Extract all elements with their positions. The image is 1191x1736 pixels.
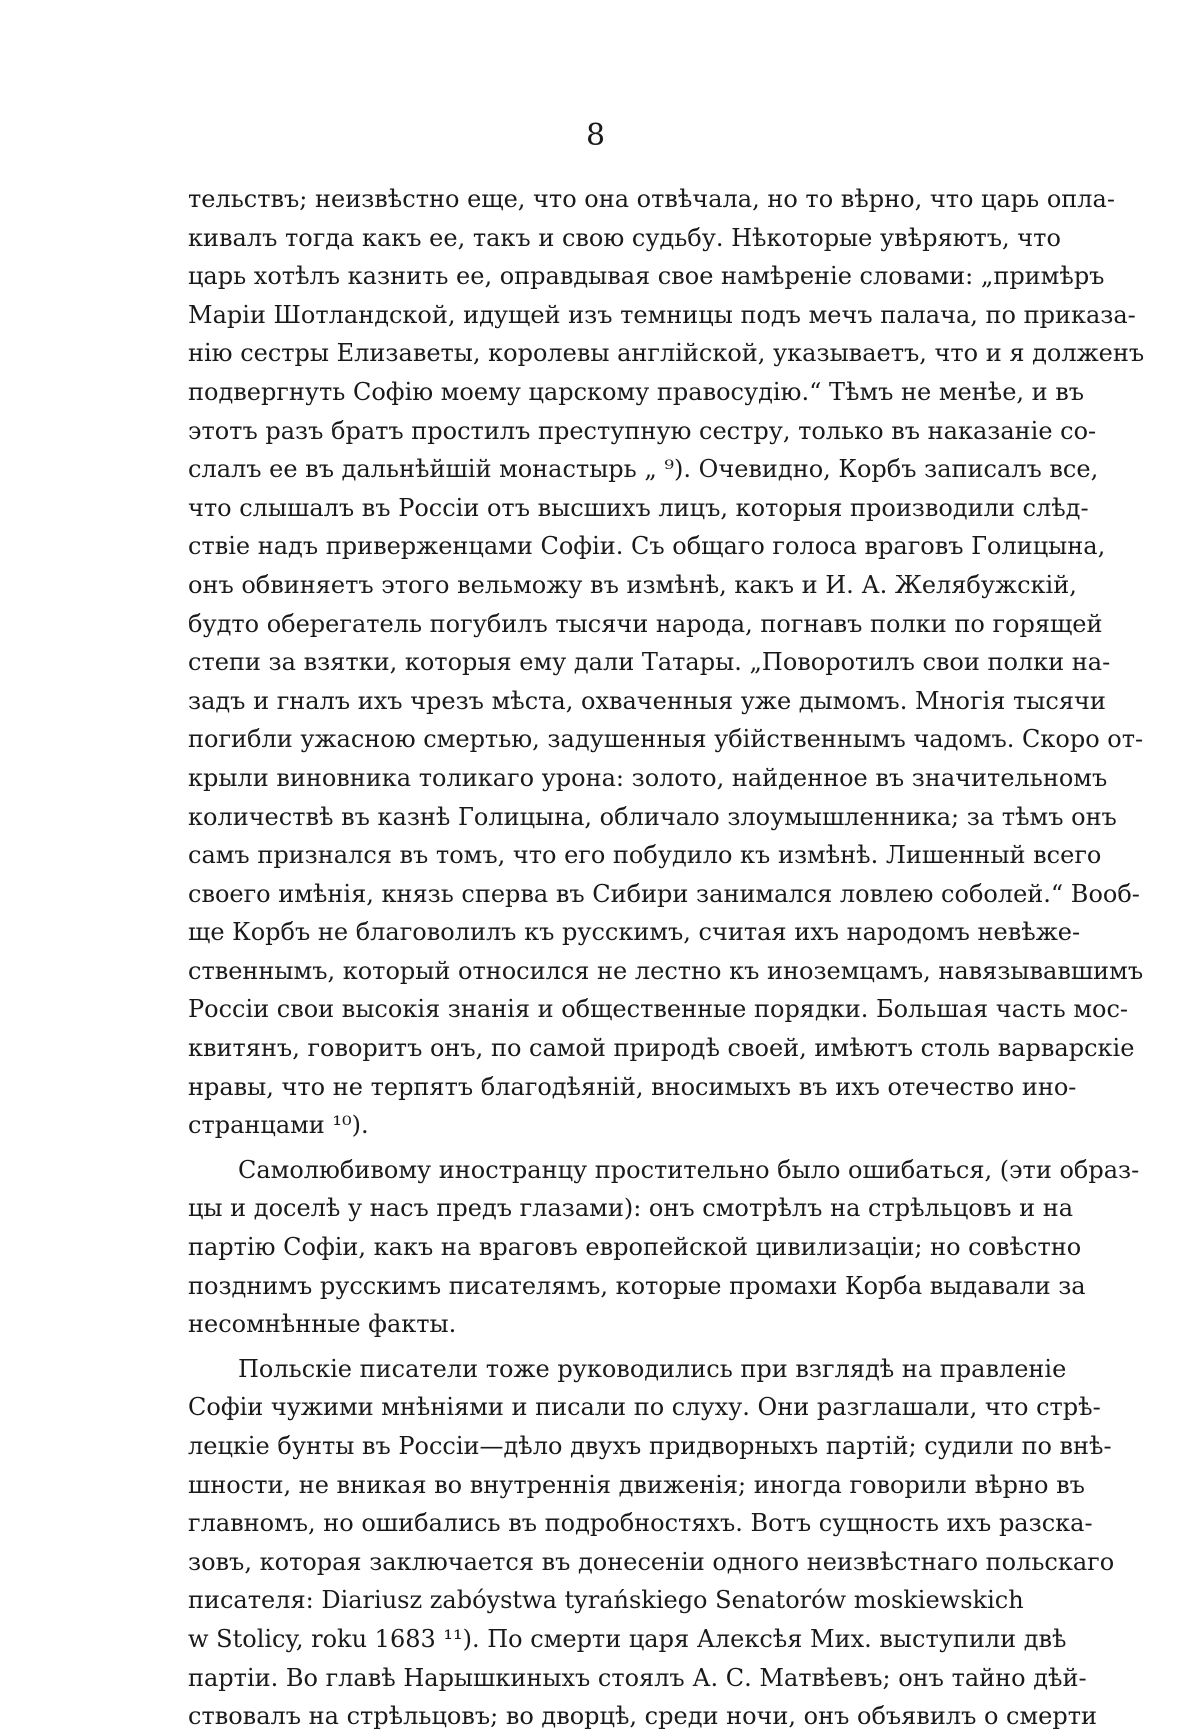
text-line: ственнымъ, который относился не лестно къ иноземцамъ, навязывавшимъ	[188, 956, 1144, 985]
text-line: царь хотѣлъ казнить ее, оправдывая свое намѣреніе словами: „примѣръ	[188, 262, 1105, 291]
text-line: онъ обвиняетъ этого вельможу въ измѣнѣ, какъ и И. А. Желябужскій,	[188, 570, 1077, 599]
text-line: позднимъ русскимъ писателямъ, которые промахи Корба выдавали за	[188, 1271, 1086, 1300]
text-line: кивалъ тогда какъ ее, такъ и свою судьбу. Нѣкоторые увѣряютъ, что	[188, 223, 1061, 252]
text-line: Маріи Шотландской, идущей изъ темницы подъ мечъ палача, по приказа-	[188, 300, 1136, 329]
text-line: странцами ¹⁰).	[188, 1111, 369, 1140]
text-line: задъ и гналъ ихъ чрезъ мѣста, охваченныя уже дымомъ. Многія тысячи	[188, 686, 1106, 715]
text-line: будто оберегатель погубилъ тысячи народа, погнавъ полки по горящей	[188, 609, 1103, 638]
text-line: главномъ, но ошибались въ подробностяхъ. Вотъ сущность ихъ разска-	[188, 1509, 1093, 1538]
text-line: Софіи чужими мнѣніями и писали по слуху. Они разглашали, что стрѣ-	[188, 1393, 1101, 1422]
text-line: партіи. Во главѣ Нарышкиныхъ стоялъ А. С. Матвѣевъ; онъ тайно дѣй-	[188, 1663, 1087, 1692]
text-line: этотъ разъ братъ простилъ преступную сестру, только въ наказаніе со-	[188, 416, 1097, 445]
text-line: своего имѣнія, князь сперва въ Сибири занимался ловлею соболей.“ Вооб-	[188, 879, 1140, 908]
text-line: квитянъ, говоритъ онъ, по самой природѣ своей, имѣютъ столь варварскіе	[188, 1034, 1135, 1063]
text-line: ствовалъ на стрѣльцовъ; во дворцѣ, среди ночи, онъ объявилъ о смерти	[188, 1702, 1097, 1731]
text-line: нравы, что не терпятъ благодѣяній, вносимыхъ въ ихъ отечество ино-	[188, 1072, 1077, 1101]
text-line: ще Корбъ не благоволилъ къ русскимъ, считая ихъ народомъ невѣже-	[188, 918, 1081, 947]
text-line: несомнѣнные факты.	[188, 1310, 457, 1339]
text-line: слалъ ее въ дальнѣйшій монастырь „ ⁹). Очевидно, Корбъ записалъ все,	[188, 455, 1099, 484]
body-text	[188, 180, 1145, 1736]
text-line: партію Софіи, какъ на враговъ европейской цивилизаціи; но совѣстно	[188, 1233, 1082, 1262]
text-line: количествѣ въ казнѣ Голицына, обличало злоумышленника; за тѣмъ онъ	[188, 802, 1117, 831]
text-line: нію сестры Елизаветы, королевы англійской, указываетъ, что и я долженъ	[188, 339, 1145, 368]
text-line: Польскіе писатели тоже руководились при взглядѣ на правленіе	[238, 1354, 1067, 1383]
text-line: погибли ужасною смертью, задушенныя убійственнымъ чадомъ. Скоро от-	[188, 725, 1144, 754]
text-line: писателя: Diariusz zabóystwa tyrańskiego Senatorów moskiewskich	[188, 1586, 1024, 1615]
text-line: степи за взятки, которыя ему дали Татары. „Поворотилъ свои полки на-	[188, 648, 1111, 677]
text-line: Самолюбивому иностранцу простительно было ошибаться, (эти образ-	[238, 1155, 1140, 1184]
text-line: шности, не вникая во внутреннія движенія; иногда говорили вѣрно въ	[188, 1470, 1085, 1499]
page-number: 8	[585, 118, 606, 153]
text-line: лецкіе бунты въ Россіи—дѣло двухъ придворныхъ партій; судили по внѣ-	[188, 1432, 1112, 1460]
text-line: ствіе надъ приверженцами Софіи. Съ общаго голоса враговъ Голицына,	[188, 532, 1106, 561]
text-line: цы и доселѣ у насъ предъ глазами): онъ смотрѣлъ на стрѣльцовъ и на	[188, 1194, 1074, 1223]
text-line: крыли виновника толикаго урона: золото, найденное въ значительномъ	[188, 763, 1108, 792]
text-line: зовъ, которая заключается въ донесеніи одного неизвѣстнаго польскаго	[188, 1547, 1115, 1576]
text-line: тельствъ; неизвѣстно еще, что она отвѣчала, но то вѣрно, что царь опла-	[188, 185, 1115, 213]
text-line: что слышалъ въ Россіи отъ высшихъ лицъ, которыя производили слѣд-	[188, 493, 1089, 522]
text-line: самъ признался въ томъ, что его побудило къ измѣнѣ. Лишенный всего	[188, 841, 1102, 870]
text-line: w Stolicy, roku 1683 ¹¹). По смерти царя Алексѣя Мих. выступили двѣ	[188, 1624, 1067, 1653]
text-line: Россіи свои высокія знанія и общественные порядки. Большая часть мос-	[188, 995, 1129, 1024]
text-line: подвергнуть Софію моему царскому правосудію.“ Тѣмъ не менѣе, и въ	[188, 377, 1085, 406]
